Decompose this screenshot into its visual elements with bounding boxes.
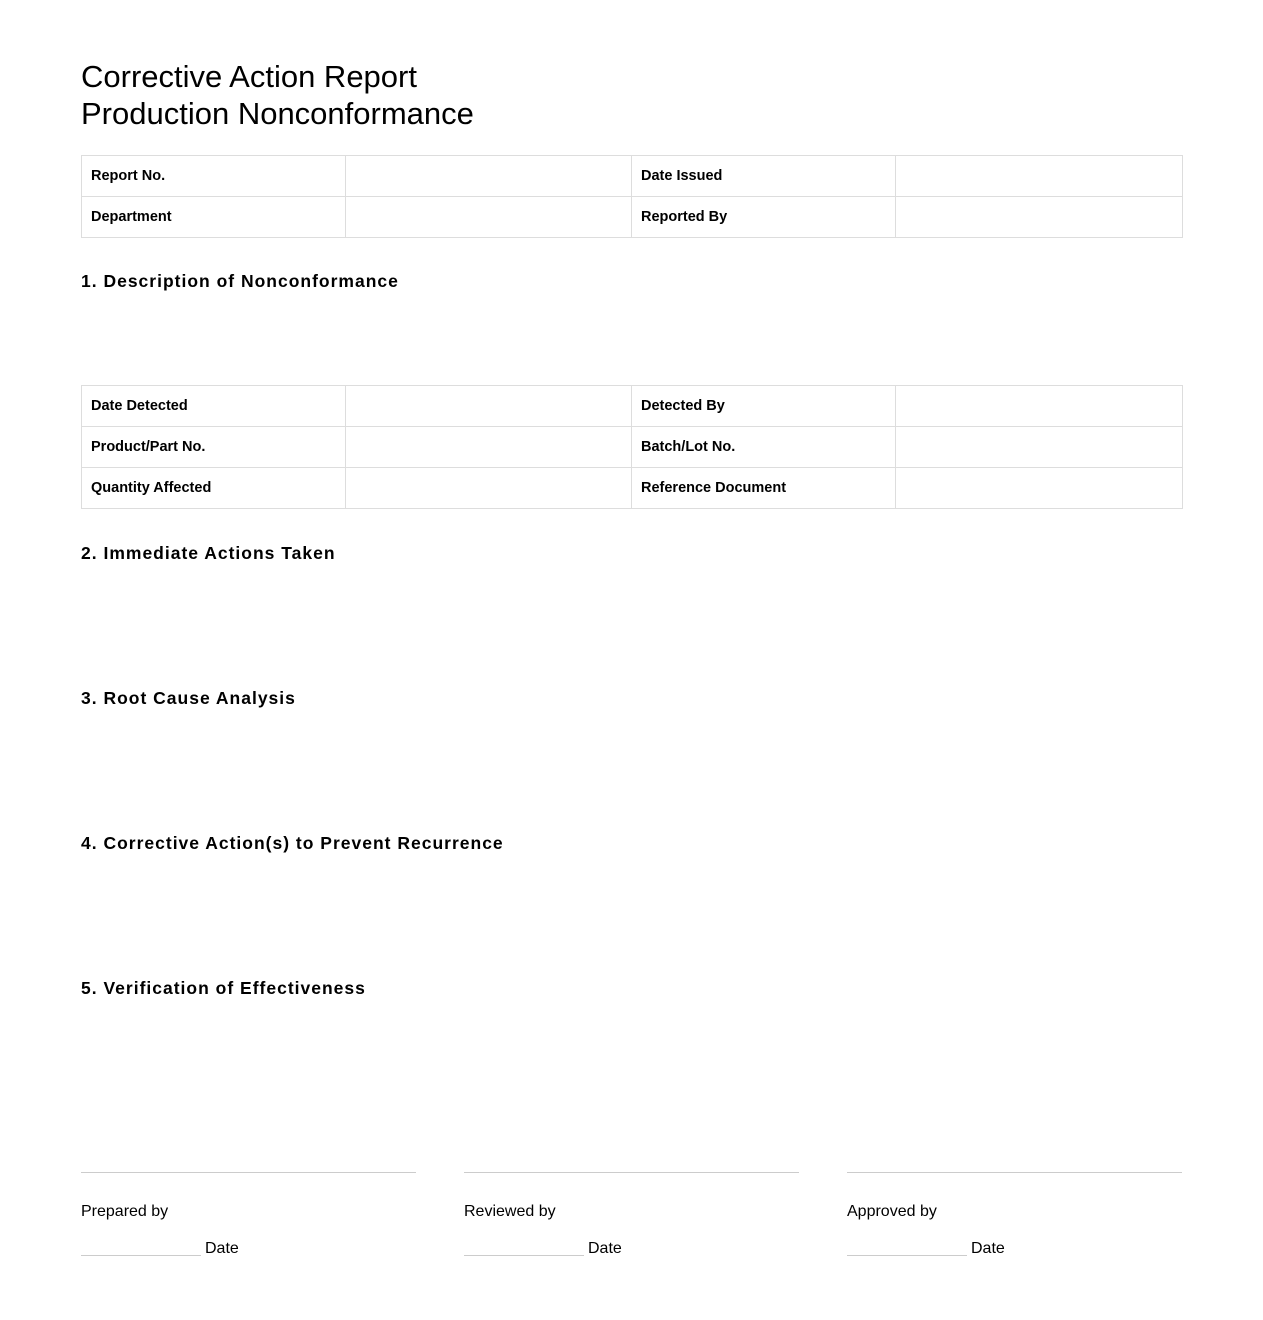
table-row <box>82 468 1183 509</box>
table-row <box>82 427 1183 468</box>
date-detected-field[interactable] <box>346 386 632 427</box>
signature-line[interactable] <box>464 1172 799 1173</box>
batch-lot-field[interactable] <box>896 427 1183 468</box>
signature-label: Prepared by <box>81 1203 169 1220</box>
field-label: Detected By <box>632 386 896 427</box>
date-label: Date <box>588 1240 622 1257</box>
date-line[interactable] <box>847 1255 967 1256</box>
field-label: Batch/Lot No. <box>632 427 896 468</box>
field-label: Date Detected <box>82 386 346 427</box>
date-label: Date <box>205 1240 239 1257</box>
table-row <box>82 197 1183 238</box>
title-line-2: Production Nonconformance <box>81 96 474 131</box>
part-no-field[interactable] <box>346 427 632 468</box>
detail-table <box>81 385 1183 509</box>
date-line[interactable] <box>81 1255 201 1256</box>
field-label: Date Issued <box>632 156 896 197</box>
section-heading-description: 1. Description of Nonconformance <box>81 271 399 291</box>
field-label: Quantity Affected <box>82 468 346 509</box>
signature-block-prepared <box>81 1172 416 1257</box>
reported-by-field[interactable] <box>896 197 1183 238</box>
table-row <box>82 386 1183 427</box>
field-label: Reference Document <box>632 468 896 509</box>
report-no-field[interactable] <box>346 156 632 197</box>
field-label: Report No. <box>82 156 346 197</box>
table-row <box>82 156 1183 197</box>
department-field[interactable] <box>346 197 632 238</box>
signature-line[interactable] <box>847 1172 1182 1173</box>
signature-label: Reviewed by <box>464 1203 556 1220</box>
signature-block-approved <box>847 1172 1182 1257</box>
section-heading-root-cause: 3. Root Cause Analysis <box>81 688 296 708</box>
title-line-1: Corrective Action Report <box>81 59 417 94</box>
field-label: Department <box>82 197 346 238</box>
signature-block-reviewed <box>464 1172 799 1257</box>
detected-by-field[interactable] <box>896 386 1183 427</box>
document-title <box>81 58 474 132</box>
reference-document-field[interactable] <box>896 468 1183 509</box>
date-line[interactable] <box>464 1255 584 1256</box>
field-label: Reported By <box>632 197 896 238</box>
section-heading-immediate-actions: 2. Immediate Actions Taken <box>81 543 336 563</box>
field-label: Product/Part No. <box>82 427 346 468</box>
date-issued-field[interactable] <box>896 156 1183 197</box>
quantity-field[interactable] <box>346 468 632 509</box>
signature-label: Approved by <box>847 1203 937 1220</box>
section-heading-verification: 5. Verification of Effectiveness <box>81 978 366 998</box>
section-heading-corrective-actions: 4. Corrective Action(s) to Prevent Recurrence <box>81 833 504 853</box>
date-label: Date <box>971 1240 1005 1257</box>
header-table <box>81 155 1183 238</box>
signature-line[interactable] <box>81 1172 416 1173</box>
